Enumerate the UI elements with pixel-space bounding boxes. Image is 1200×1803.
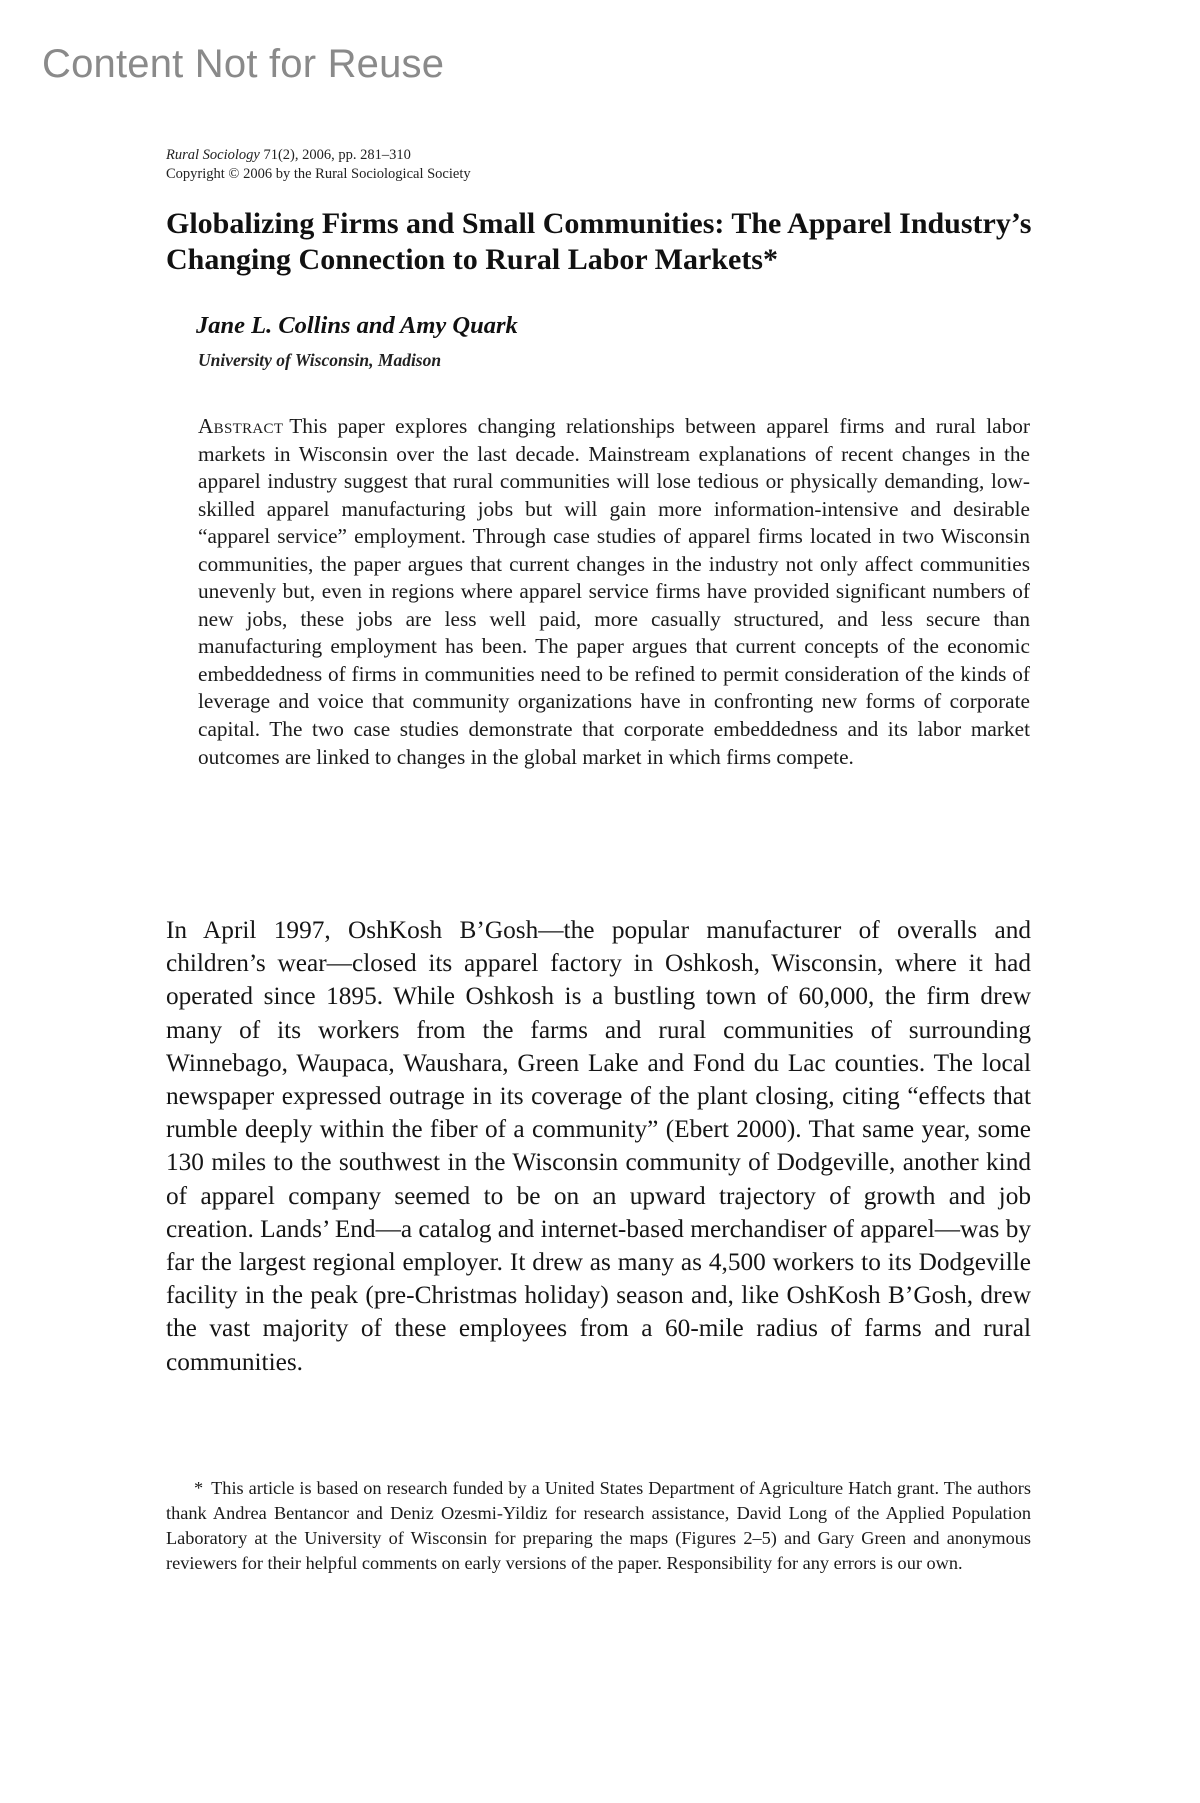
- abstract-label: Abstract: [198, 414, 284, 438]
- abstract: [198, 413, 1030, 771]
- footnote: [166, 1476, 1031, 1576]
- body-paragraph: In April 1997, OshKosh B’Gosh—the popular manufacturer of overalls and children’s wear—closed its apparel factory in Oshkosh, Wisconsin, where it had operated since 1895. While Oshkosh is a bustling town of 60,000, the firm drew many of its workers from the farms and rural communities of surrounding Winnebago, Waupaca, Waushara, Green Lake and Fond du Lac counties. The local newspaper expressed outrage in its coverage of the plant closing, citing “effects that rumble deeply within the fiber of a community” (Ebert 2000). That same year, some 130 miles to the southwest in the Wisconsin community of Dodgeville, another kind of apparel company seemed to be on an upward trajectory of growth and job creation. Lands’ End—a catalog and internet-based merchandiser of apparel—was by far the largest regional employer. It drew as many as 4,500 workers to its Dodgeville facility in the peak (pre-Christmas holiday) season and, like OshKosh B’Gosh, drew the vast majority of these employees from a 60-mile radius of farms and rural communities.: [166, 916, 1031, 1376]
- copyright-line: Copyright © 2006 by the Rural Sociological Society: [166, 166, 471, 182]
- article-authors: Jane L. Collins and Amy Quark: [196, 312, 518, 339]
- author-affiliation: University of Wisconsin, Madison: [198, 350, 442, 370]
- article-title: Globalizing Firms and Small Communities: The Apparel Industry’s Changing Connection to Rural Labor Markets*: [166, 207, 1032, 276]
- journal-name: Rural Sociology: [166, 147, 260, 163]
- footnote-marker: *: [194, 1478, 204, 1498]
- footnote-text: This article is based on research funded by a United States Department of Agriculture Hatch grant. The authors thank Andrea Bentancor and Deniz Ozesmi-Yildiz for research assistance, David Long of the Applied Population Laboratory at the University of Wisconsin for preparing the maps (Figures 2–5) and Gary Green and anonymous reviewers for their helpful comments on early versions of the paper. Responsibility for any errors is our own.: [166, 1478, 1031, 1573]
- journal-volume-pages: 71(2), 2006, pp. 281–310: [259, 147, 411, 163]
- watermark-text: Content Not for Reuse: [42, 42, 445, 86]
- journal-citation: [166, 146, 866, 165]
- abstract-text: This paper explores changing relationships between apparel firms and rural labor markets in Wisconsin over the last decade. Mainstream explanations of recent changes in the apparel industry suggest that rural communities will lose tedious or physically demanding, low-skilled apparel manufacturing jobs but will gain more information-intensive and desirable “apparel service” employment. Through case studies of apparel firms located in two Wisconsin communities, the paper argues that current changes in the industry not only affect communities unevenly but, even in regions where apparel service firms have provided significant numbers of new jobs, these jobs are less well paid, more casually structured, and less secure than manufacturing employment has been. The paper argues that current concepts of the economic embeddedness of firms in communities need to be refined to permit consideration of the kinds of leverage and voice that community organizations have in confronting new forms of corporate capital. The two case studies demonstrate that corporate embeddedness and its labor market outcomes are linked to changes in the global market in which firms compete.: [198, 414, 1030, 769]
- journal-header: [166, 146, 866, 184]
